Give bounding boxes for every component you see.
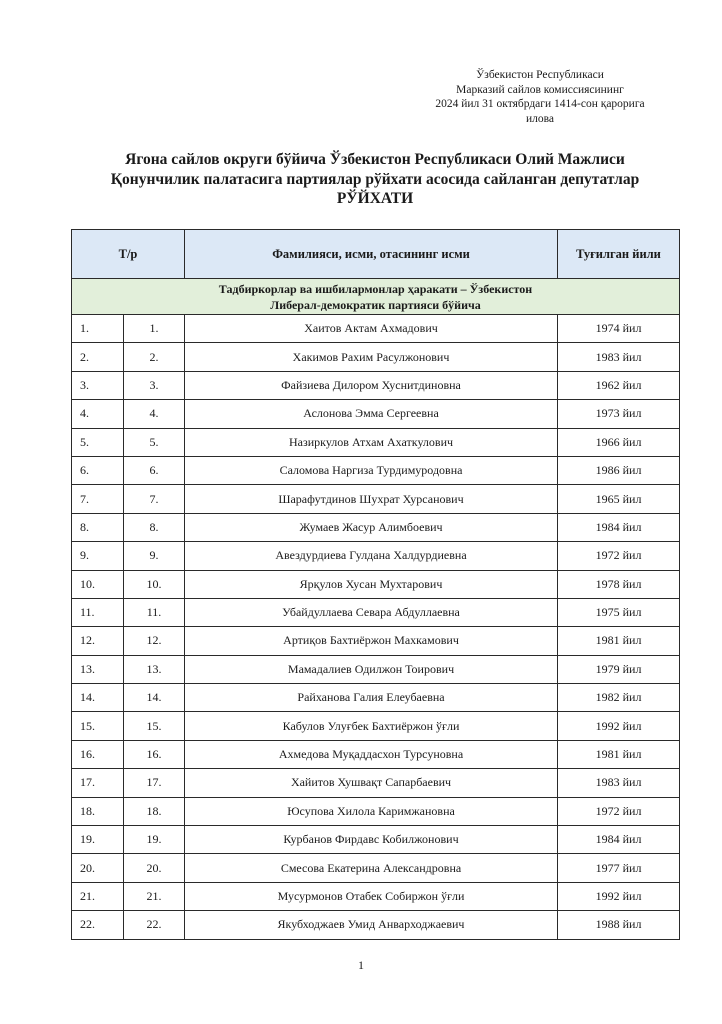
row-birth-year: 1992 йил [558, 882, 680, 910]
row-overall-number: 20. [72, 854, 124, 882]
row-birth-year: 1983 йил [558, 343, 680, 371]
approval-line-1: Ўзбекистон Республикаси [476, 69, 604, 81]
row-overall-number: 12. [72, 627, 124, 655]
table-row [72, 882, 680, 910]
table-row [72, 684, 680, 712]
table-header-row [72, 230, 680, 279]
approval-line-3: 2024 йил 31 октябрдаги 1414-сон қарорига [435, 98, 645, 110]
title-line-2: Қонунчилик палатасига партиялар рўйхати асосида сайланган депутатлар [110, 170, 640, 188]
row-birth-year: 1972 йил [558, 542, 680, 570]
row-overall-number: 13. [72, 655, 124, 683]
header-name: Фамилияси, исми, отасининг исми [185, 230, 558, 279]
row-party-number: 1. [124, 315, 185, 343]
row-overall-number: 15. [72, 712, 124, 740]
row-birth-year: 1974 йил [558, 315, 680, 343]
row-full-name: Мусурмонов Отабек Собиржон ўғли [185, 882, 558, 910]
row-birth-year: 1983 йил [558, 769, 680, 797]
table-row [72, 428, 680, 456]
row-party-number: 2. [124, 343, 185, 371]
page-number: 1 [358, 958, 364, 972]
party-group-line-1: Тадбиркорлар ва ишбилармонлар ҳаракати – Ўзбекистон [218, 281, 533, 296]
row-birth-year: 1992 йил [558, 712, 680, 740]
row-party-number: 21. [124, 882, 185, 910]
row-birth-year: 1981 йил [558, 740, 680, 768]
table-row [72, 598, 680, 626]
row-party-number: 5. [124, 428, 185, 456]
row-party-number: 9. [124, 542, 185, 570]
table-row [72, 712, 680, 740]
row-overall-number: 19. [72, 826, 124, 854]
row-party-number: 19. [124, 826, 185, 854]
row-overall-number: 3. [72, 371, 124, 399]
deputies-table [71, 229, 680, 940]
row-overall-number: 10. [72, 570, 124, 598]
approval-line-2: Марказий сайлов комиссиясининг [456, 83, 624, 96]
table-row [72, 542, 680, 570]
row-overall-number: 21. [72, 882, 124, 910]
row-birth-year: 1972 йил [558, 797, 680, 825]
approval-line-4: илова [525, 112, 555, 125]
row-birth-year: 1988 йил [558, 911, 680, 939]
row-birth-year: 1981 йил [558, 627, 680, 655]
row-full-name: Жумаев Жасур Алимбоевич [185, 513, 558, 541]
table-row [72, 513, 680, 541]
row-party-number: 10. [124, 570, 185, 598]
row-party-number: 3. [124, 371, 185, 399]
row-overall-number: 17. [72, 769, 124, 797]
row-full-name: Хайитов Хушвақт Сапарбаевич [185, 769, 558, 797]
table-row [72, 371, 680, 399]
party-group-label [72, 279, 680, 315]
row-full-name: Райханова Галия Елеубаевна [185, 684, 558, 712]
row-full-name: Якубходжаев Умид Анварходжаевич [185, 911, 558, 939]
table-row [72, 315, 680, 343]
row-party-number: 18. [124, 797, 185, 825]
row-full-name: Юсупова Хилола Каримжановна [185, 797, 558, 825]
row-birth-year: 1986 йил [558, 456, 680, 484]
row-party-number: 22. [124, 911, 185, 939]
row-party-number: 7. [124, 485, 185, 513]
table-row [72, 826, 680, 854]
table-row [72, 769, 680, 797]
table-row [72, 797, 680, 825]
table-row [72, 570, 680, 598]
table-row [72, 911, 680, 939]
row-full-name: Аслонова Эмма Сергеевна [185, 400, 558, 428]
row-party-number: 12. [124, 627, 185, 655]
row-full-name: Смесова Екатерина Александровна [185, 854, 558, 882]
approval-note [400, 68, 680, 126]
row-full-name: Убайдуллаева Севара Абдуллаевна [185, 598, 558, 626]
row-full-name: Артиқов Бахтиёржон Махкамович [185, 627, 558, 655]
row-full-name: Курбанов Фирдавс Кобилжонович [185, 826, 558, 854]
row-party-number: 20. [124, 854, 185, 882]
row-full-name: Хакимов Рахим Расулжонович [185, 343, 558, 371]
row-overall-number: 7. [72, 485, 124, 513]
row-overall-number: 4. [72, 400, 124, 428]
table-row [72, 627, 680, 655]
row-birth-year: 1984 йил [558, 513, 680, 541]
row-party-number: 6. [124, 456, 185, 484]
row-overall-number: 18. [72, 797, 124, 825]
row-party-number: 17. [124, 769, 185, 797]
row-birth-year: 1966 йил [558, 428, 680, 456]
table-row [72, 343, 680, 371]
row-full-name: Хаитов Актам Ахмадович [185, 315, 558, 343]
row-overall-number: 16. [72, 740, 124, 768]
row-birth-year: 1977 йил [558, 854, 680, 882]
row-full-name: Кабулов Улуғбек Бахтиёржон ўғли [185, 712, 558, 740]
row-birth-year: 1978 йил [558, 570, 680, 598]
party-group-row [72, 279, 680, 315]
row-overall-number: 11. [72, 598, 124, 626]
row-full-name: Авездурдиева Гулдана Халдурдиевна [185, 542, 558, 570]
row-overall-number: 14. [72, 684, 124, 712]
row-overall-number: 6. [72, 456, 124, 484]
row-birth-year: 1975 йил [558, 598, 680, 626]
header-birth-year: Туғилган йили [558, 230, 680, 279]
row-birth-year: 1984 йил [558, 826, 680, 854]
row-full-name: Мамадалиев Одилжон Тоирович [185, 655, 558, 683]
row-party-number: 11. [124, 598, 185, 626]
table-row [72, 485, 680, 513]
row-birth-year: 1965 йил [558, 485, 680, 513]
row-overall-number: 22. [72, 911, 124, 939]
row-party-number: 8. [124, 513, 185, 541]
row-overall-number: 5. [72, 428, 124, 456]
row-overall-number: 8. [72, 513, 124, 541]
row-party-number: 15. [124, 712, 185, 740]
row-full-name: Ахмедова Муқаддасхон Турсуновна [185, 740, 558, 768]
table-row [72, 854, 680, 882]
title-line-1: Ягона сайлов округи бўйича Ўзбекистон Республикаси Олий Мажлиси [125, 151, 625, 168]
row-full-name: Ярқулов Хусан Мухтарович [185, 570, 558, 598]
table-row [72, 400, 680, 428]
header-number: Т/р [72, 230, 185, 279]
table-row [72, 456, 680, 484]
row-full-name: Шарафутдинов Шухрат Хурсанович [185, 485, 558, 513]
row-full-name: Саломова Наргиза Турдимуродовна [185, 456, 558, 484]
title-line-3: РЎЙХАТИ [336, 190, 414, 207]
row-birth-year: 1962 йил [558, 371, 680, 399]
row-party-number: 14. [124, 684, 185, 712]
row-party-number: 4. [124, 400, 185, 428]
row-birth-year: 1982 йил [558, 684, 680, 712]
row-overall-number: 9. [72, 542, 124, 570]
party-group-line-2: Либерал-демократик партияси бўйича [270, 297, 481, 312]
row-full-name: Назиркулов Атхам Ахаткулович [185, 428, 558, 456]
table-row [72, 740, 680, 768]
row-party-number: 13. [124, 655, 185, 683]
document-title [60, 150, 690, 209]
row-overall-number: 1. [72, 315, 124, 343]
row-full-name: Файзиева Дилором Хуснитдиновна [185, 371, 558, 399]
row-birth-year: 1979 йил [558, 655, 680, 683]
row-party-number: 16. [124, 740, 185, 768]
row-birth-year: 1973 йил [558, 400, 680, 428]
table-row [72, 655, 680, 683]
row-overall-number: 2. [72, 343, 124, 371]
